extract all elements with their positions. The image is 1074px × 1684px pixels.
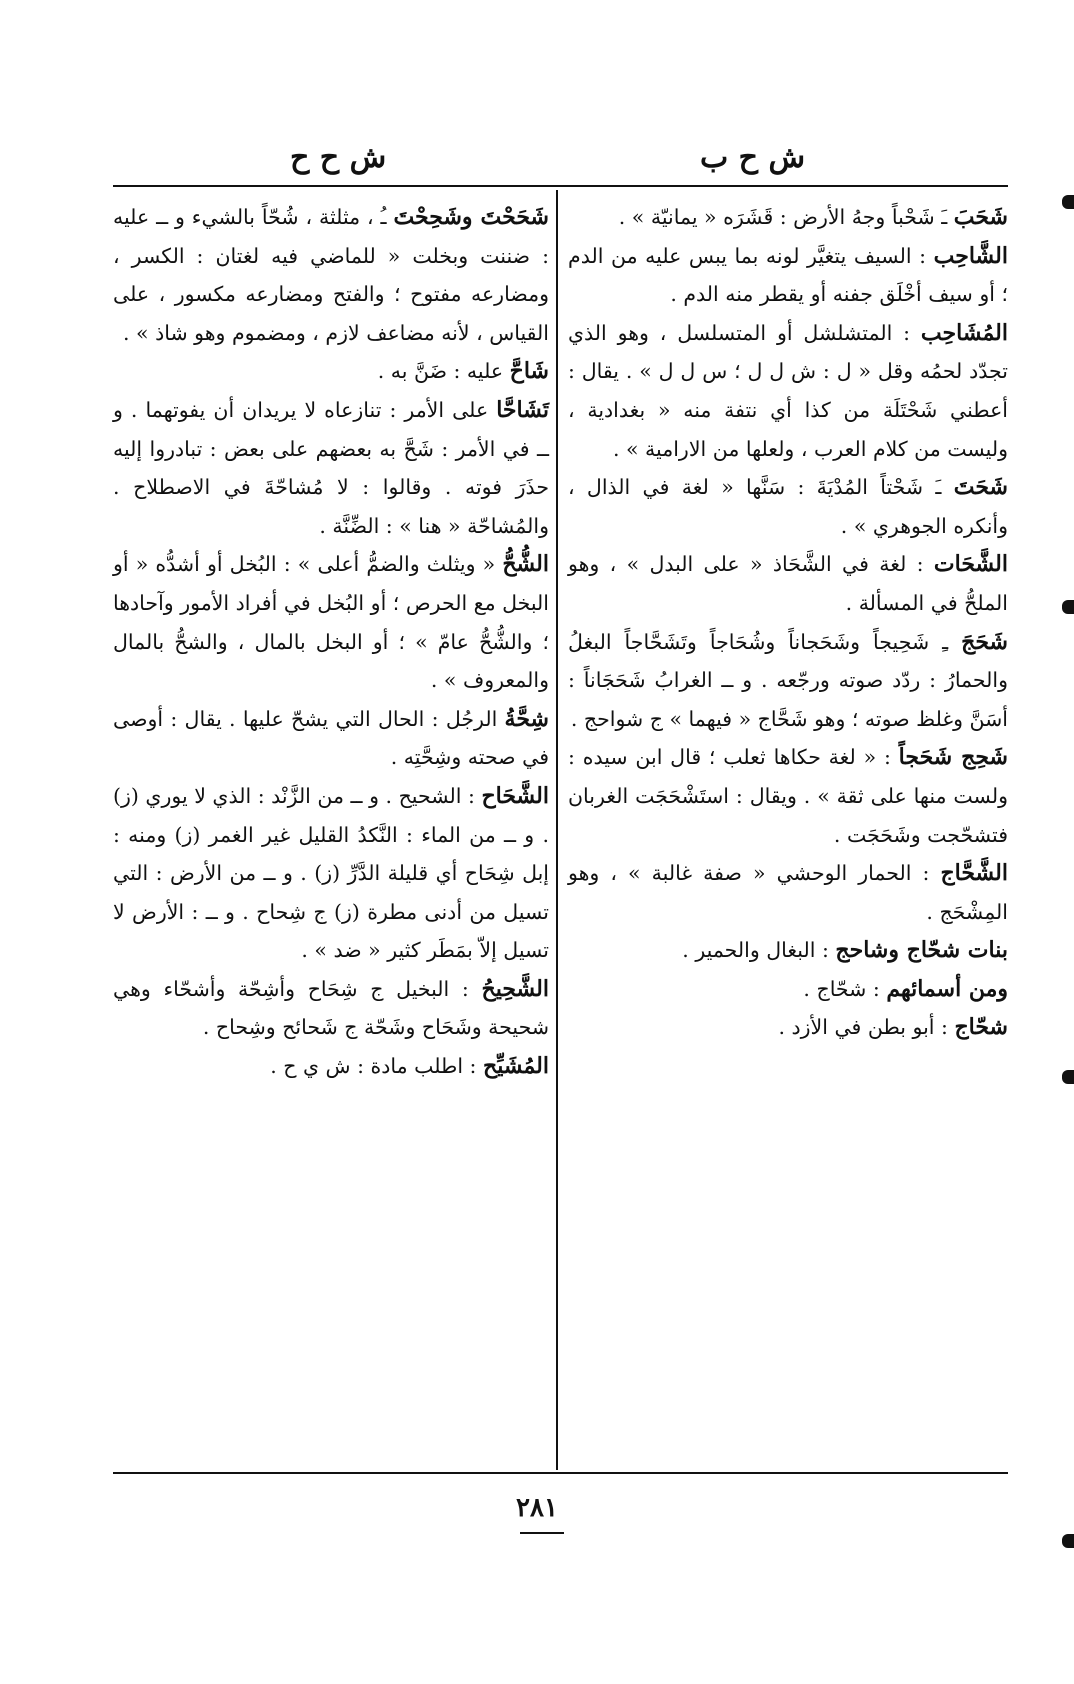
entry-headword: المُشَاحِب	[920, 319, 1008, 346]
entry-definition: : اطلب مادة : ش ي ح .	[270, 1054, 477, 1079]
entry-definition: ـَ شَحْتاً المُدْيَةَ : سَنَّها « لغة في الذال ، وأنكره الجوهري » .	[568, 475, 1008, 538]
entry-headword: شِحَّةُ	[504, 705, 549, 732]
entry-headword: بنات شحّاج وشاحج	[835, 937, 1008, 964]
page-number-underline	[520, 1532, 564, 1534]
entry-headword: شَحَحْتَ وشَحِحْتَ	[393, 204, 549, 230]
bottom-rule	[113, 1472, 1008, 1474]
thumb-index-mark	[1062, 195, 1074, 209]
entry-headword: تَشَاحَّا	[496, 396, 549, 423]
entry	[568, 970, 1008, 1009]
entry	[568, 738, 1008, 854]
entry-headword: المُشَيِّح	[483, 1053, 549, 1080]
entry	[113, 1047, 549, 1086]
entry	[568, 237, 1008, 314]
entry-headword: الشَّحِيحُ	[481, 975, 549, 1002]
entry-definition: ـَ شَحْباً وجهُ الأرض : قَشَرَه « يمانيّة » .	[618, 205, 948, 229]
entry	[113, 391, 549, 545]
entry-headword: الشَّحَات	[933, 551, 1008, 578]
entry	[113, 352, 549, 391]
entry	[568, 854, 1008, 931]
top-rule	[113, 185, 1008, 187]
entry	[113, 777, 549, 970]
entry-definition: « ويثلث والضمُّ أعلى » : البُخل أو أشدُّه « أو البخل مع الحرص ؛ أو البُخل في أفراد الأمور وآحادها ؛ والشُّحُّ عامّ » ؛ أو البخل بالمال ، والشحُّ بالمال والمعروف » .	[113, 552, 549, 693]
entry-definition: عليه : ضَنَّ به .	[377, 359, 504, 384]
entry-definition: : السيف يتغيَّر لونه بما يبس عليه من الدم ؛ أو سيف أخْلَق جفنه أو يقطر منه الدم .	[568, 243, 1008, 307]
left-column	[113, 198, 549, 1086]
entry-definition: ـُ ، مثلثة ، شُحّاً بالشيء و ــ عليه : ضننت وبخلت « للماضي فيه لغتان : الكسر ، ومضارعه مفتوح ؛ والفتح ومضارعه مكسور ، على القياس ، لأنه مضاعف لازم ، ومضموم وهو شاذ » .	[113, 205, 549, 345]
column-divider	[556, 190, 558, 1470]
entry-headword: شَاحَّ	[509, 358, 549, 385]
entry	[568, 314, 1008, 468]
thumb-index-mark	[1062, 1534, 1074, 1548]
page-number: ٢٨١	[516, 1493, 558, 1523]
entry	[113, 545, 549, 699]
entry	[568, 545, 1008, 622]
entry-headword: ومن أسمائهم	[886, 975, 1008, 1002]
entry-headword: شَحِج شَحَجاً	[898, 744, 1008, 771]
entry-headword: شَحَجَ	[961, 628, 1008, 655]
entry-definition: : شحّاج .	[803, 976, 880, 1001]
entry-headword: شَحَبَ	[953, 204, 1008, 230]
entry-headword: شحّاج	[954, 1014, 1008, 1041]
entry-headword: الشُّحُّ	[502, 551, 549, 578]
left-column-header: ش ح ح	[290, 140, 387, 175]
entry	[113, 700, 549, 777]
entry-definition: : أبو بطن في الأزد .	[778, 1015, 948, 1040]
entry-definition: : البغال والحمير .	[682, 938, 829, 963]
right-column-header: ش ح ب	[700, 140, 806, 175]
entry-definition: : البخيل ج شِحَاح وأشِحّة وأشحّاء وهي شحيحة وشَحَاح وشَحّة ج شَحائح وشِحاح .	[113, 976, 549, 1040]
entry-headword: شَحَتَ	[953, 474, 1008, 501]
entry-definition: ـِ شَحِيجاً وشَحَجاناً وشُحَاجاً وتَشَحَّاجاً البغلُ والحمارُ : ردّد صوته ورجّعه . و ــ الغرابُ شَحَجَاناً : أسَنَّ وغلظ صوته ؛ وهو شَحَّاج « فيهما » ج شواحج .	[568, 629, 1008, 731]
entry-definition: : لغة في الشَّحَاذ « على البدل » ، وهو الملحُّ في المسألة .	[568, 552, 1008, 615]
entry-headword: الشَّاحِب	[933, 242, 1008, 269]
entry-definition: : « لغة حكاها ثعلب ؛ قال ابن سيده : ولست منها على ثقة » . ويقال : استَشْحَجَت الغربان فتشحّجت وشَحَجَت .	[568, 745, 1008, 847]
right-column	[568, 198, 1008, 1047]
entry	[113, 198, 549, 352]
entry	[113, 970, 549, 1047]
entry-definition: : الحمار الوحشي « صفة غالبة » ، وهو المِشْحَج .	[568, 861, 1008, 924]
entry	[568, 931, 1008, 970]
entry	[568, 198, 1008, 237]
entry-definition: : المتشلشل أو المتسلسل ، وهو الذي تجدّد لحمُه وقل « ل : ش ل ل ؛ س ل ل » . يقال : أعطني شَحْتَلَة من كذا أي نتفة منه « بغدادية ، وليست من كلام العرب ، ولعلها من الارامية » .	[568, 320, 1008, 461]
entry	[568, 468, 1008, 545]
thumb-index-mark	[1062, 1070, 1074, 1084]
entry-definition: الرجُل : الحال التي يشحّ عليها . يقال : أوصى في صحته وشِحَّتِه .	[113, 706, 549, 770]
thumb-index-mark	[1062, 600, 1074, 614]
entry-definition: على الأمر : تنازعاه لا يريدان أن يفوتهما . و ــ في الأمر : شَحَّ به بعضهم على بعض : تبادروا إليه حذَرَ فوته . وقالوا : لا مُشاحّةَ في الاصطلاح . والمُشاحّة « هنا » : الضِّنَّة .	[113, 397, 549, 538]
entry-headword: الشَّحَّاج	[940, 860, 1008, 887]
entry-definition: : الشحيح . و ــ من الزَّنْد : الذي لا يوري (ز) . و ــ من الماء : النَّكدُ القليل غير الغمر (ز) ومنه : إبل شِحَاح أي قليلة الدَّرِّ (ز) . و ــ من الأرض : التي تسيل من أدنى مطرة (ز) ج شِحاح . و ــ : الأرض لا تسيل إلاّ بمَطَر كثير « ضد » .	[113, 783, 549, 963]
entry-headword: الشَّحَاح	[481, 782, 549, 809]
entry	[568, 1008, 1008, 1047]
entry	[568, 623, 1008, 739]
